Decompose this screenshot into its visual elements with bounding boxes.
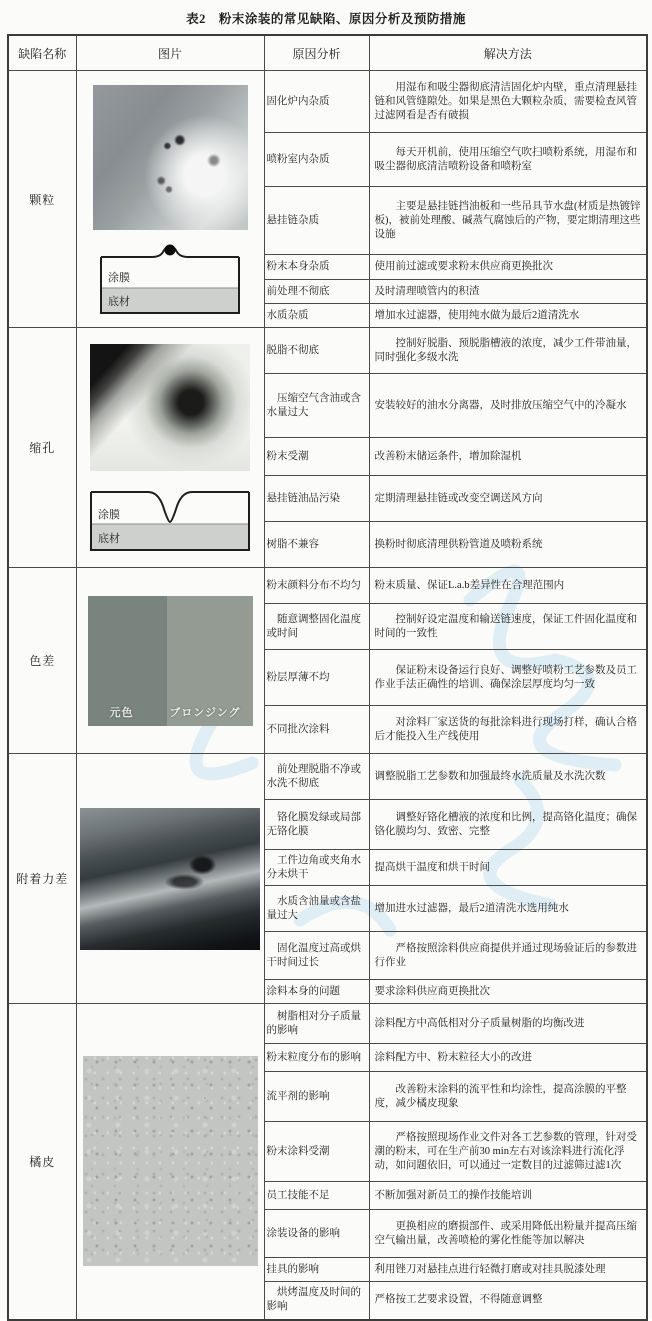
cause-cell: 流平剂的影响 — [264, 1072, 369, 1122]
cause-cell: 员工技能不足 — [264, 1182, 369, 1210]
defects-table — [7, 34, 648, 1321]
header-cause: 原因分析 — [264, 35, 369, 71]
picture-cell-particle — [76, 71, 264, 328]
solution-cell: 严格按工艺要求设置，不得随意调整 — [369, 1282, 647, 1320]
cause-cell: 固化温度过高或烘干时间过长 — [264, 932, 369, 980]
cause-cell: 树脂不兼容 — [264, 522, 369, 568]
solution-cell: 主要是悬挂链挡油板和一些吊具节水盘(材质是热镀锌板)，被前处理酸、碱蒸气腐蚀后的产物，要定期清理这些设施 — [369, 187, 647, 255]
defect-name-poor-adhesion: 附着力差 — [8, 754, 76, 1004]
cause-cell: 粉末涂料受潮 — [264, 1122, 369, 1182]
solution-cell: 使用前过滤或要求粉末供应商更换批次 — [369, 255, 647, 280]
solution-cell: 粉末质量、保证L.a.b差异性在合理范围内 — [369, 568, 647, 604]
table-row — [8, 328, 647, 374]
cause-cell: 前处理脱脂不净或水洗不彻底 — [264, 754, 369, 800]
table-row — [8, 568, 647, 604]
cause-cell: 悬挂链油品污染 — [264, 476, 369, 522]
cause-cell: 不同批次涂料 — [264, 706, 369, 754]
cause-cell: 工件边角或夹角水分未烘干 — [264, 850, 369, 886]
particle-diagram — [100, 244, 240, 314]
cause-cell: 喷粉室内杂质 — [264, 133, 369, 187]
particle-dot — [165, 244, 176, 255]
cause-cell: 水质含油量或含盐量过大 — [264, 886, 369, 932]
table-row — [8, 754, 647, 800]
cause-cell: 固化炉内杂质 — [264, 71, 369, 133]
solution-cell: 改善粉末储运条件，增加除湿机 — [369, 438, 647, 476]
diagram-label-substrate: 底材 — [98, 533, 120, 545]
cause-cell: 脱脂不彻底 — [264, 328, 369, 374]
table-row — [8, 71, 647, 133]
cause-cell: 粉末受潮 — [264, 438, 369, 476]
defect-name-orange-peel: 橘皮 — [8, 1004, 76, 1320]
header-picture: 图片 — [76, 35, 264, 71]
cause-cell: 随意调整固化温度或时间 — [264, 604, 369, 650]
color-difference-photo — [88, 596, 253, 726]
solution-cell: 涂料配方中高低相对分子质量树脂的均衡改进 — [369, 1004, 647, 1044]
solution-cell: 不断加强对新员工的操作技能培训 — [369, 1182, 647, 1210]
solution-cell: 涂料配方中、粉末粒径大小的改进 — [369, 1044, 647, 1072]
cause-cell: 涂装设备的影响 — [264, 1210, 369, 1258]
cause-cell: 粉末颜料分布不均匀 — [264, 568, 369, 604]
solution-cell: 控制好脱脂、预脱脂槽液的浓度，减少工件带油量，同时强化多级水洗 — [369, 328, 647, 374]
solution-cell: 增加水过滤器，使用纯水做为最后2道清洗水 — [369, 304, 647, 328]
solution-cell: 严格按照现场作业文件对各工艺参数的管理，针对受潮的粉末，可在生产前30 min左右对该涂料进行流化浮动，如问题依旧，可以通过一定数目的过滤筛过滤1次 — [369, 1122, 647, 1182]
solution-cell: 调整好铬化槽液的浓度和比例，提高铬化温度；确保铬化膜均匀、致密、完整 — [369, 800, 647, 850]
solution-cell: 增加进水过滤器，最后2道清洗水选用纯水 — [369, 886, 647, 932]
picture-cell-crater — [76, 328, 264, 568]
cause-cell: 水质杂质 — [264, 304, 369, 328]
defect-name-particle: 颗粒 — [8, 71, 76, 328]
solution-cell: 改善粉末涂料的流平性和均涂性，提高涂膜的平整度，减少橘皮现象 — [369, 1072, 647, 1122]
defect-name-color-difference: 色差 — [8, 568, 76, 754]
diagram-label-substrate: 底材 — [108, 295, 130, 308]
picture-cell-orange-peel — [76, 1004, 264, 1320]
solution-cell: 控制好设定温度和输送链速度，保证工件固化温度和时间的一致性 — [369, 604, 647, 650]
solution-cell: 提高烘干温度和烘干时间 — [369, 850, 647, 886]
color-label-left: 元色 — [109, 706, 134, 719]
particle-photo — [93, 85, 248, 230]
solution-cell: 定期清理悬挂链或改变空调送风方向 — [369, 476, 647, 522]
picture-cell-poor-adhesion — [76, 754, 264, 1004]
cause-cell: 挂具的影响 — [264, 1258, 369, 1282]
table-header-row — [8, 35, 647, 71]
cause-cell: 压缩空气含油或含水量过大 — [264, 374, 369, 438]
solution-cell: 每天开机前，使用压缩空气吹扫喷粉系统，用湿布和吸尘器彻底清洁喷粉设备和喷粉室 — [369, 133, 647, 187]
solution-cell: 要求涂料供应商更换批次 — [369, 980, 647, 1004]
solution-cell: 利用锉刀对悬挂点进行轻微打磨或对挂具脱漆处理 — [369, 1258, 647, 1282]
cause-cell: 树脂相对分子质量的影响 — [264, 1004, 369, 1044]
orange-peel-photo — [83, 1056, 258, 1266]
solution-cell: 严格按照涂料供应商提供并通过现场验证后的参数进行作业 — [369, 932, 647, 980]
page-title: 表2 粉末涂装的常见缺陷、原因分析及预防措施 — [186, 12, 466, 26]
table-row — [8, 1004, 647, 1044]
solution-cell: 对涂料厂家送货的每批涂料进行现场打样，确认合格后才能投入生产线使用 — [369, 706, 647, 754]
cause-cell: 悬挂链杂质 — [264, 187, 369, 255]
solution-cell: 调整脱脂工艺参数和加强最终水洗质量及水洗次数 — [369, 754, 647, 800]
crater-diagram — [90, 485, 250, 551]
solution-cell: 保证粉末设备运行良好、调整好喷粉工艺参数及员工作业手法正确性的培训、确保涂层厚度均匀一致 — [369, 650, 647, 706]
adhesion-photo — [80, 808, 260, 950]
header-defect-name: 缺陷名称 — [8, 35, 76, 71]
cause-cell: 粉末粒度分布的影响 — [264, 1044, 369, 1072]
header-solution: 解决方法 — [369, 35, 647, 71]
solution-cell: 更换相应的磨损部件、或采用降低出粉量并提高压缩空气输出量，改善喷枪的雾化性能等加以解决 — [369, 1210, 647, 1258]
color-label-right: ブロンジング — [169, 706, 241, 719]
solution-cell: 安装较好的油水分离器，及时排放压缩空气中的冷凝水 — [369, 374, 647, 438]
cause-cell: 前处理不彻底 — [264, 280, 369, 304]
cause-cell: 涂料本身的问题 — [264, 980, 369, 1004]
solution-cell: 用湿布和吸尘器彻底清洁固化炉内壁，重点清理悬挂链和风管缝隙处。如果是黑色大颗粒杂质，需要检查风管过滤网看是否有破损 — [369, 71, 647, 133]
cause-cell: 烘烤温度及时间的影响 — [264, 1282, 369, 1320]
diagram-label-coating: 涂膜 — [108, 271, 130, 284]
solution-cell: 换粉时彻底清理供粉管道及喷粉系统 — [369, 522, 647, 568]
diagram-label-coating: 涂膜 — [98, 509, 120, 521]
cause-cell: 粉层厚薄不均 — [264, 650, 369, 706]
cause-cell: 铬化膜发绿或局部无铬化膜 — [264, 800, 369, 850]
crater-photo — [90, 344, 250, 471]
cause-cell: 粉末本身杂质 — [264, 255, 369, 280]
picture-cell-color-difference — [76, 568, 264, 754]
defect-name-crater: 缩孔 — [8, 328, 76, 568]
solution-cell: 及时清理喷管内的积渣 — [369, 280, 647, 304]
